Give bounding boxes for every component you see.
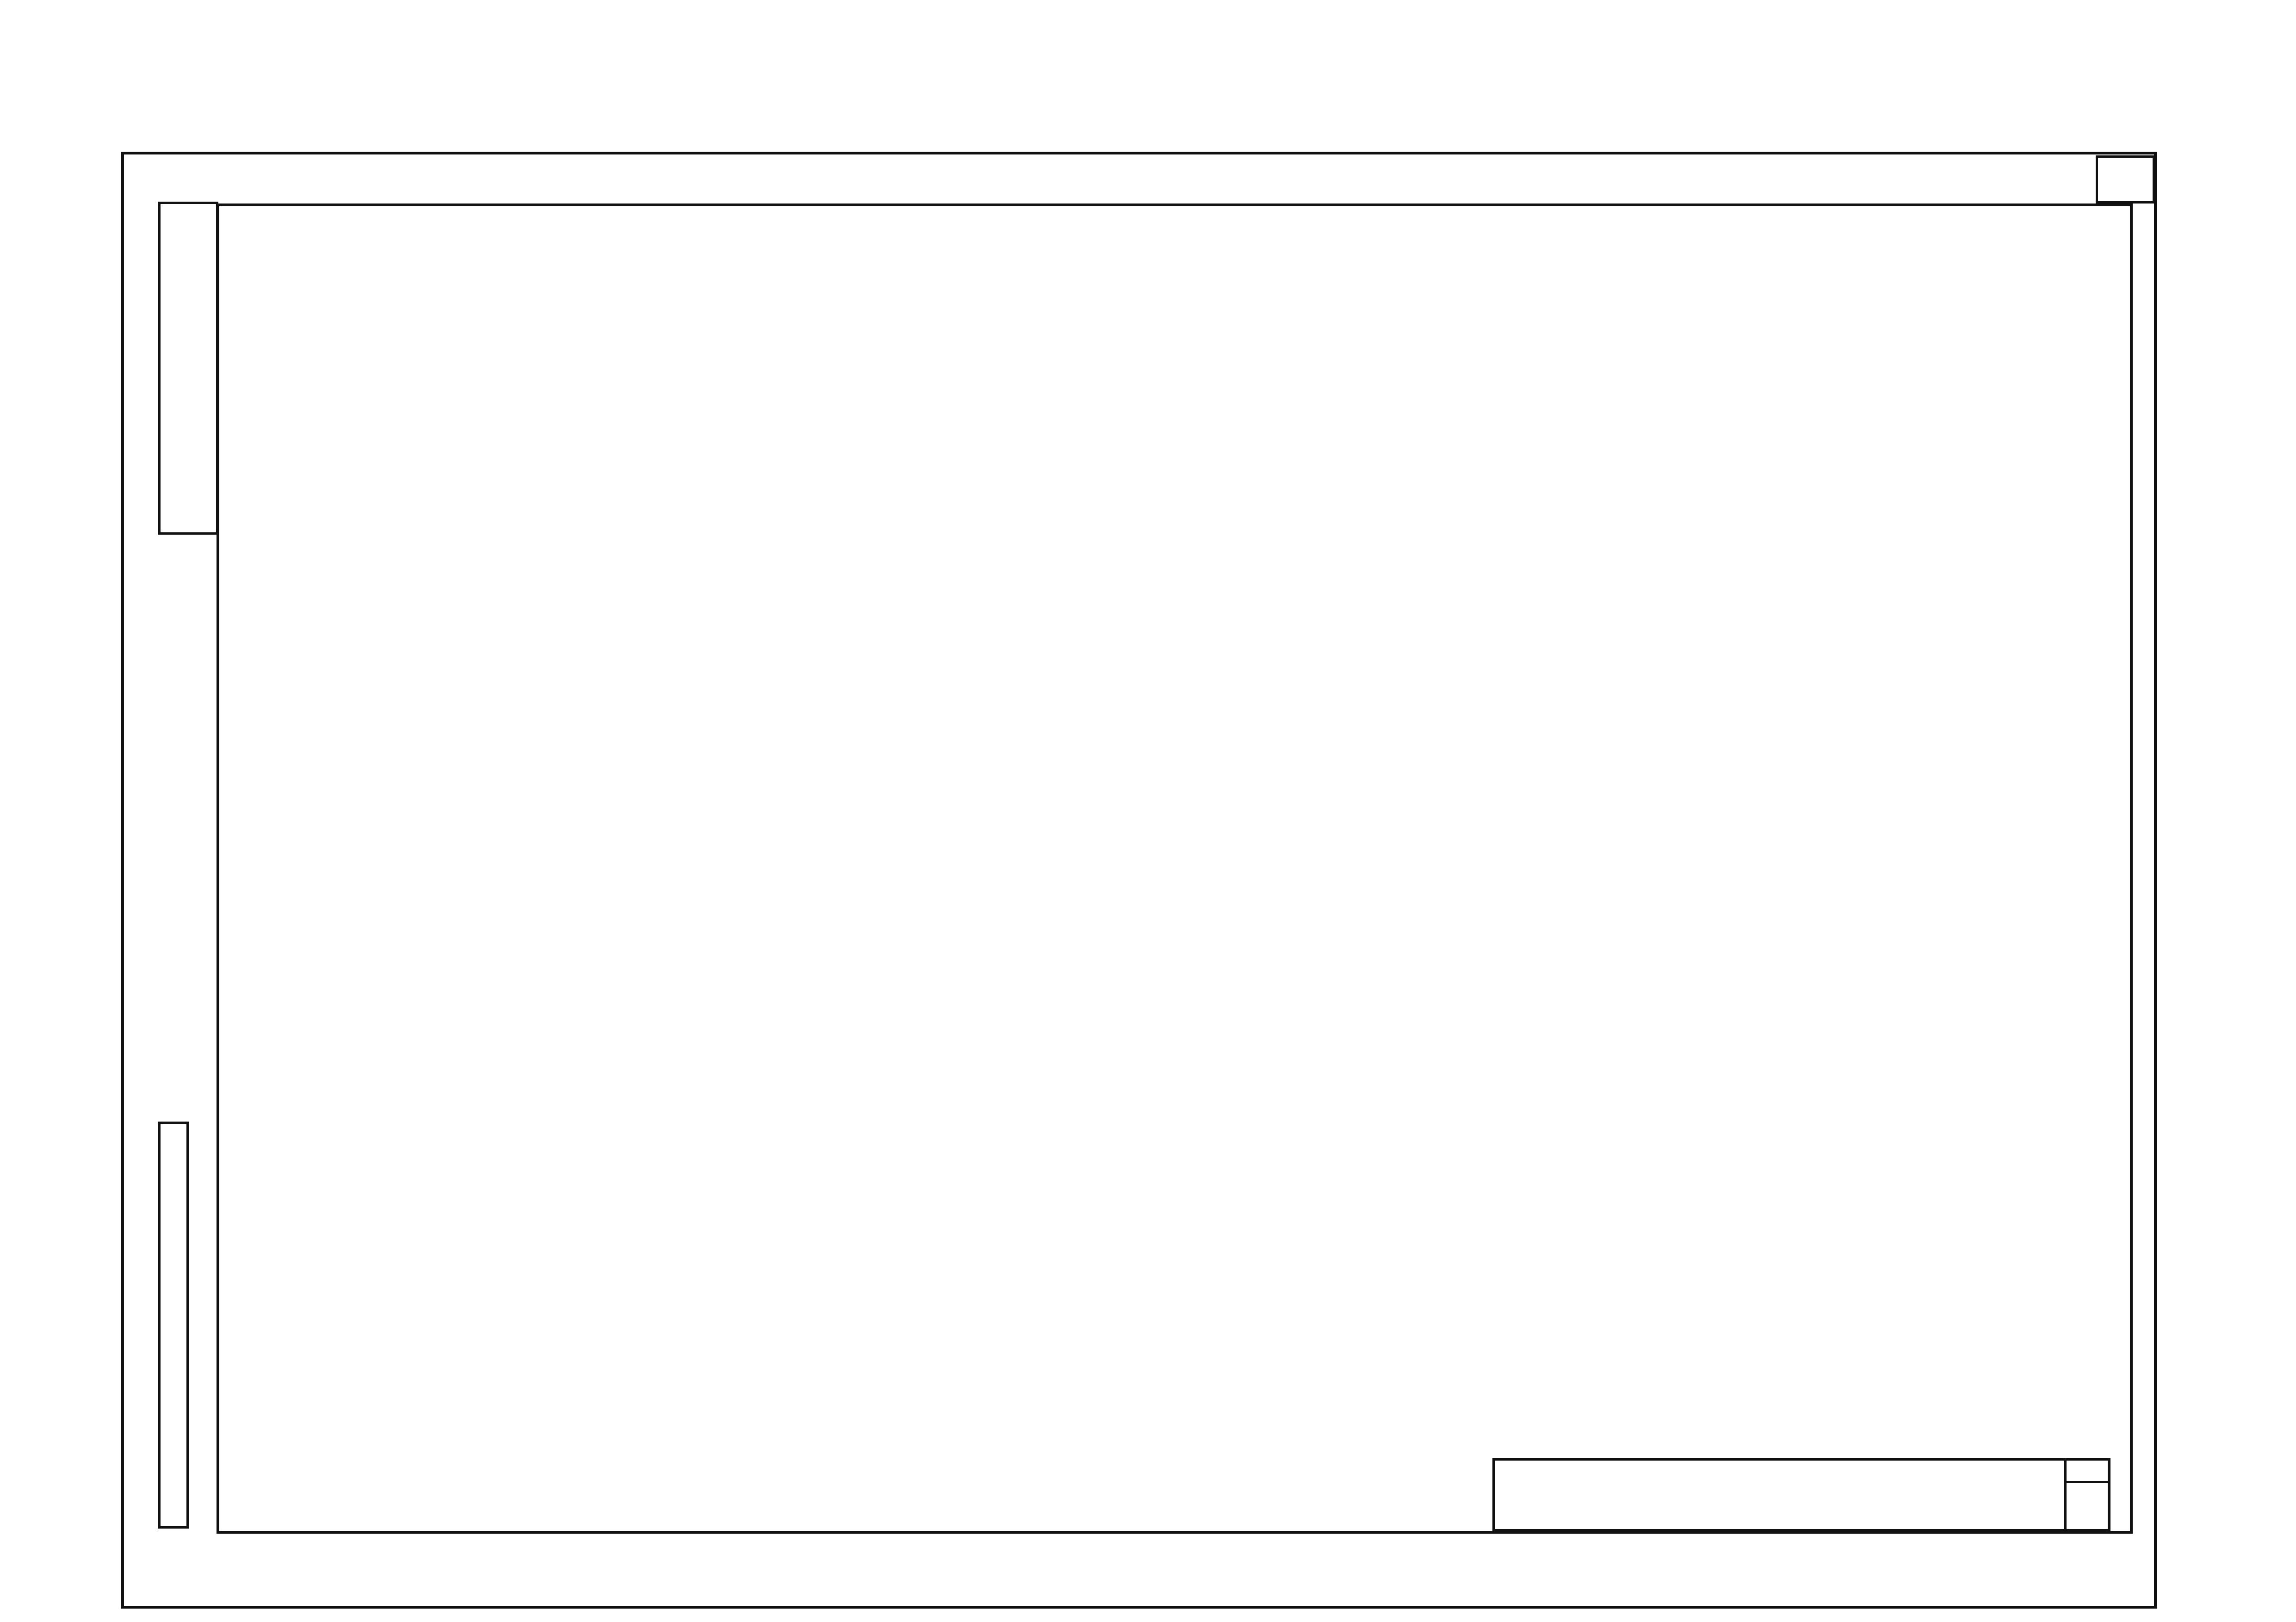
side-stamp-approvals <box>158 202 218 535</box>
side-stamp-records <box>158 1122 189 1529</box>
sheet-box <box>2064 1458 2110 1532</box>
page-number <box>2096 155 2155 204</box>
drawing-inner-frame <box>217 204 2133 1534</box>
title-stamp <box>1492 1458 2110 1532</box>
sheet-label <box>2067 1458 2110 1483</box>
sheet-number <box>2067 1483 2110 1529</box>
